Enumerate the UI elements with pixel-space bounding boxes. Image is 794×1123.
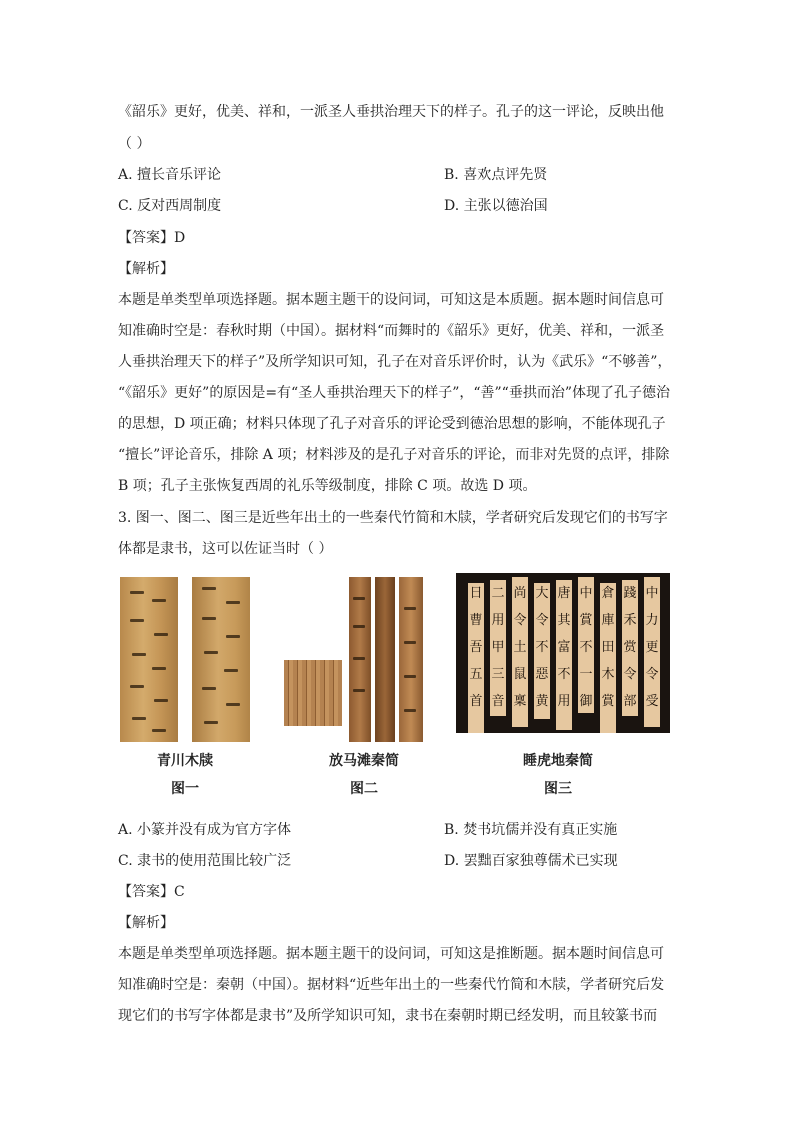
slip-character: 日 bbox=[469, 586, 483, 601]
question-stem: 体都是隶书，这可以佐证当时（ ） bbox=[118, 541, 333, 557]
slip-character: 木 bbox=[601, 667, 615, 682]
figure-1-caption: 青川木牍 bbox=[157, 753, 213, 769]
slip-character: 稟 bbox=[513, 694, 527, 709]
option-d[interactable]: D. 罢黜百家独尊儒术已实现 bbox=[444, 853, 618, 869]
figure-1-image bbox=[120, 577, 250, 742]
text-line: 《韶乐》更好，优美、祥和，一派圣人垂拱治理天下的样子。孔子的这一评论，反映出他 bbox=[118, 104, 664, 120]
slip-character: 賞 bbox=[579, 613, 593, 628]
slip-character: 力 bbox=[645, 613, 659, 628]
slip-character: 不 bbox=[579, 640, 593, 655]
slip-character: 大 bbox=[535, 586, 549, 601]
slip-character: 黄 bbox=[535, 694, 549, 709]
option-c[interactable]: C. 反对西周制度 bbox=[118, 198, 222, 214]
slip-character: 令 bbox=[535, 613, 549, 628]
slip-character: 不 bbox=[535, 640, 549, 655]
figure-1-label: 图一 bbox=[171, 781, 199, 797]
slip-character: 赏 bbox=[623, 640, 637, 655]
option-b[interactable]: B. 喜欢点评先贤 bbox=[444, 167, 548, 183]
slip-character: 惡 bbox=[535, 667, 549, 682]
figure-3-label: 图三 bbox=[544, 781, 572, 797]
analysis-line: 本题是单类型单项选择题。据本题主题干的设问词，可知这是推断题。据本题时间信息可 bbox=[118, 946, 664, 962]
figure-2-small-image bbox=[284, 660, 342, 726]
slip-character: 不 bbox=[557, 667, 571, 682]
analysis-label: 【解析】 bbox=[118, 261, 174, 277]
figure-3-slips bbox=[456, 573, 670, 733]
slip-character: 曹 bbox=[469, 613, 483, 628]
slip-character: 用 bbox=[491, 613, 505, 628]
slip-character: 御 bbox=[579, 694, 593, 709]
figure-3-image bbox=[456, 573, 670, 733]
analysis-line: 现它们的书写字体都是隶书”及所学知识可知，隶书在秦朝时期已经发明，而且较篆书而 bbox=[118, 1008, 658, 1024]
figure-2-image bbox=[349, 577, 423, 742]
slip-character: 甲 bbox=[491, 640, 505, 655]
slip-strip bbox=[468, 583, 484, 733]
slip-character: 田 bbox=[601, 640, 615, 655]
slip-character: 尚 bbox=[513, 586, 527, 601]
slip-character: 庫 bbox=[601, 613, 615, 628]
analysis-line: “擅长”评论音乐，排除 A 项；材料涉及的是孔子对音乐的评论，而非对先贤的点评，排除 bbox=[118, 447, 670, 463]
analysis-line: B 项；孔子主张恢复西周的礼乐等级制度，排除 C 项。故选 D 项。 bbox=[118, 478, 537, 494]
slip-character: 用 bbox=[557, 694, 571, 709]
figure-2-label: 图二 bbox=[350, 781, 378, 797]
analysis-line: 的思想，D 项正确；材料只体现了孔子对音乐的评论受到德治思想的影响，不能体现孔子 bbox=[118, 416, 666, 432]
slip-character: 中 bbox=[579, 586, 593, 601]
slip-character: 首 bbox=[469, 694, 483, 709]
slip-character: 更 bbox=[645, 640, 659, 655]
figure-2-caption: 放马滩秦简 bbox=[329, 753, 399, 769]
slip-character: 受 bbox=[645, 694, 659, 709]
analysis-line: 人垂拱治理天下的样子”及所学知识可知，孔子在对音乐评价时，认为《武乐》“不够善”， bbox=[118, 354, 672, 370]
slip-character: 倉 bbox=[601, 586, 615, 601]
option-b[interactable]: B. 焚书坑儒并没有真正实施 bbox=[444, 822, 618, 838]
slip-character: 令 bbox=[645, 667, 659, 682]
slip-character: 土 bbox=[513, 640, 527, 655]
slip-character: 中 bbox=[645, 586, 659, 601]
slip-character: 其 bbox=[557, 613, 571, 628]
slip-character: 令 bbox=[513, 613, 527, 628]
analysis-line: 知准确时空是：春秋时期（中国）。据材料“而舞时的《韶乐》更好，优美、祥和，一派圣 bbox=[118, 323, 665, 339]
answer-blank: （ ） bbox=[118, 136, 151, 152]
slip-character: 踐 bbox=[623, 586, 637, 601]
option-d[interactable]: D. 主张以德治国 bbox=[444, 198, 548, 214]
slip-character: 部 bbox=[623, 694, 637, 709]
slip-character: 富 bbox=[557, 640, 571, 655]
slip-character: 一 bbox=[579, 667, 593, 682]
question-stem: 3. 图一、图二、图三是近些年出土的一些秦代竹简和木牍，学者研究后发现它们的书写字 bbox=[118, 510, 668, 526]
slip-strip bbox=[600, 583, 616, 733]
analysis-line: 本题是单类型单项选择题。据本题主题干的设问词，可知这是本质题。据本题时间信息可 bbox=[118, 292, 664, 308]
slip-character: 賞 bbox=[601, 694, 615, 709]
option-a[interactable]: A. 小篆并没有成为官方字体 bbox=[118, 822, 292, 838]
figure-3-caption: 睡虎地秦简 bbox=[523, 753, 593, 769]
option-a[interactable]: A. 擅长音乐评论 bbox=[118, 167, 222, 183]
answer-label: 【答案】D bbox=[118, 230, 186, 246]
analysis-label: 【解析】 bbox=[118, 915, 174, 931]
analysis-line: “《韶乐》更好”的原因是=有“圣人垂拱治理天下的样子”，“善”“垂拱而治”体现了孔子德治 bbox=[118, 385, 670, 401]
slip-character: 吾 bbox=[469, 640, 483, 655]
option-c[interactable]: C. 隶书的使用范围比较广泛 bbox=[118, 853, 292, 869]
slip-character: 令 bbox=[623, 667, 637, 682]
slip-character: 唐 bbox=[557, 586, 571, 601]
slip-character: 音 bbox=[491, 694, 505, 709]
slip-character: 二 bbox=[491, 586, 505, 601]
slip-character: 三 bbox=[491, 667, 505, 682]
slip-character: 鼠 bbox=[513, 667, 527, 682]
slip-character: 禾 bbox=[623, 613, 637, 628]
slip-character: 五 bbox=[469, 667, 483, 682]
analysis-line: 知准确时空是：秦朝（中国）。据材料“近些年出土的一些秦代竹简和木牍，学者研究后发 bbox=[118, 977, 665, 993]
answer-label: 【答案】C bbox=[118, 884, 185, 900]
